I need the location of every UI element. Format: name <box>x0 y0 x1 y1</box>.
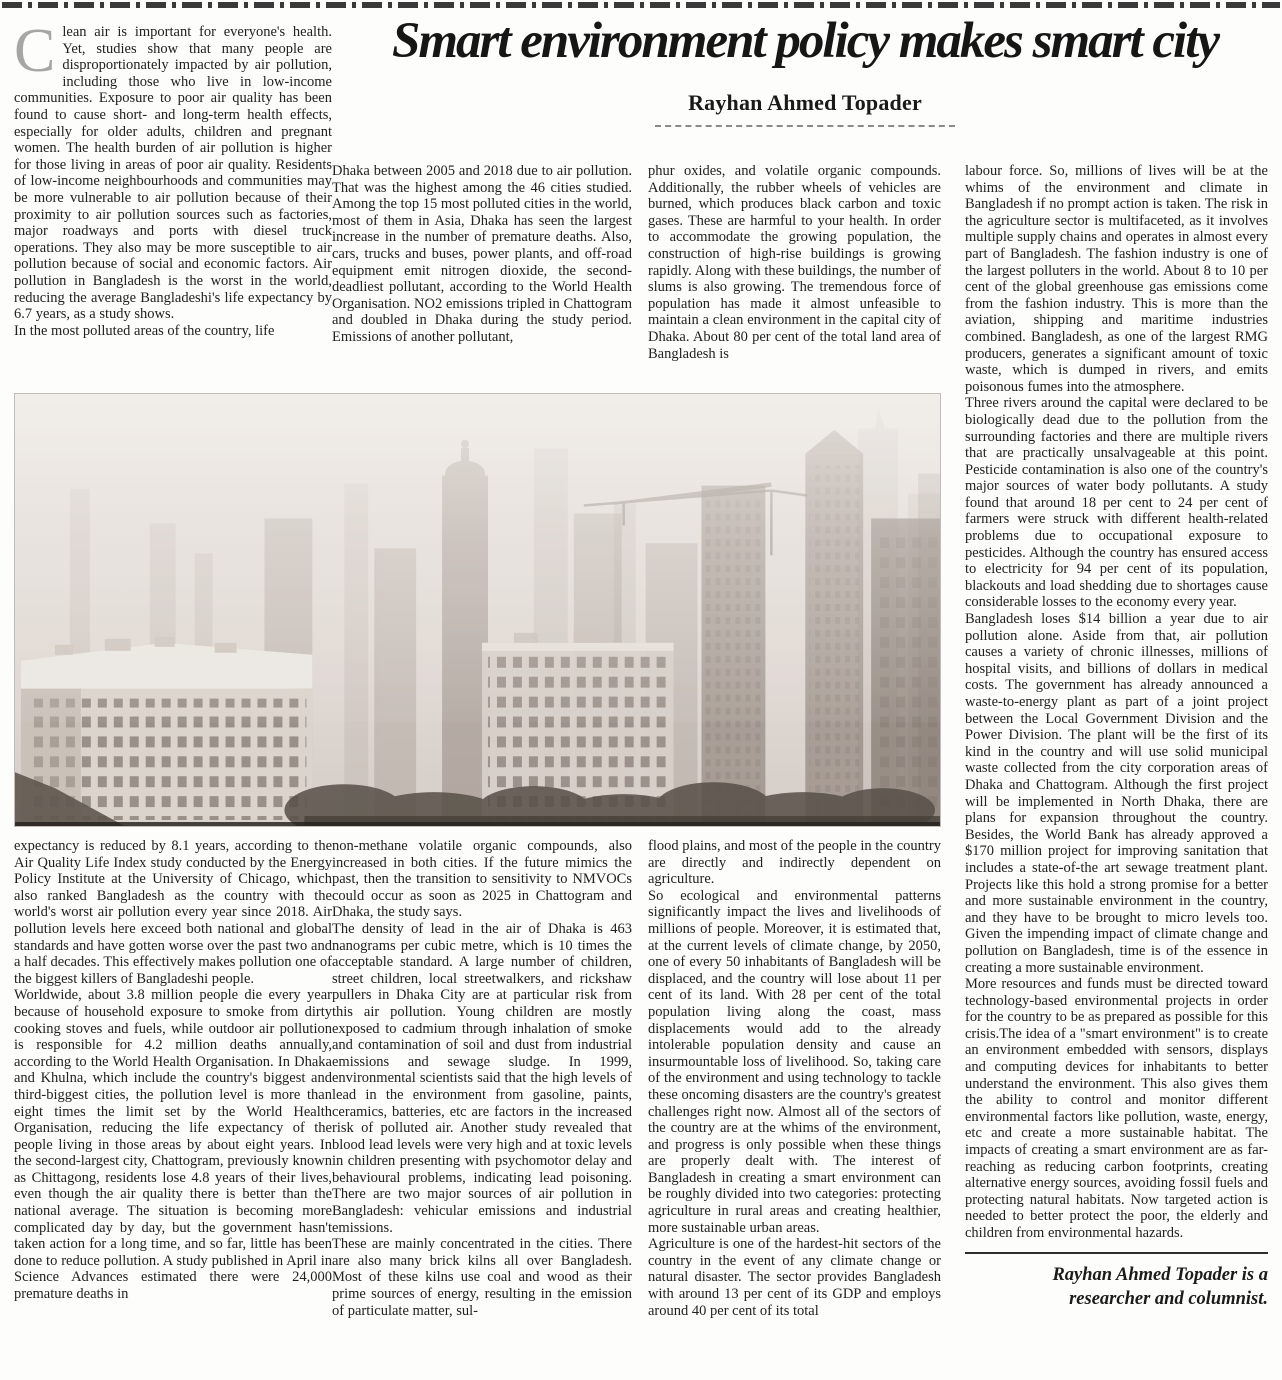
article-headline: Smart environment policy makes smart city <box>391 13 1219 69</box>
paragraph: In the most polluted areas of the country, life <box>14 322 275 339</box>
column-1-bottom <box>14 838 332 1303</box>
photo-bottom-edge <box>15 822 940 826</box>
paragraph: Bangladesh loses $14 billion a year due to air pollution alone. Aside from that, air pollution causes a variety of chronic illnesses, millions of hospital visits, and billions of dollars in medical costs. The government has already announced a waste-to-energy plant as part of a joint project between the Local Government Division and the Power Division. The plant will be the first of its kind in the country and will use solid municipal waste collected from the city corporation areas of Dhaka and Chattogram. Although the first project will be implemented in North Dhaka, there are plans for expansion throughout the country. Besides, the World Bank has already approved a $170 million project for improving sanitation that includes a state-of-the art sewage treatment plant. Projects like this hold a strong promise for a better and more sustainable environment in the country, and they have to be brought to micro levels too. Given the impending impact of climate change and pollution on Bangladesh, time is of the essence in creating a more sustainable environment. <box>965 611 1268 976</box>
paragraph: expectancy is reduced by 8.1 years, according to the Air Quality Life Index study conducted by the Energy Policy Institute at the University of Chicago, which also ranked Bangladesh as the country with the world's worst air pollution every year since 2018. Air pollution levels here exceed both national and global standards and have gotten worse over the past two and a half decades. This effectively makes pollution one of the biggest killers of Bangladeshi people. <box>14 838 332 987</box>
article-header <box>340 14 1270 127</box>
paragraph: Agriculture is one of the hardest-hit sectors of the country in the event of any climate change or natural disaster. The sector provides Bangladesh with around 13 per cent of its GDP and employs around 40 per cent of its total <box>648 1236 941 1319</box>
paragraph: These are mainly concentrated in the cities. There are also many brick kilns all over Bangladesh. Most of these kilns use coal and wood as their prime sources of energy, resulting in the emission of particulate matter, sul- <box>332 1236 632 1319</box>
paragraph: non-methane volatile organic compounds, also increased in both cities. If the future mimics the past, then the transition to sensitivity to NMVOCs could occur as soon as 2025 in Chattogram and Dhaka, the study says. <box>332 838 632 921</box>
column-1-top <box>14 17 332 339</box>
paragraph: The density of lead in the air of Dhaka is 463 nanograms per cubic metre, which is 10 times the acceptable standard. A large number of children, street children, local streetwalkers, and rickshaw pullers in Dhaka City are at particular risk from this air pollution. Young children are mostly exposed to cadmium through inhalation of smoke and contamination of soil and dust from industrial emissions and sewage sludge. In 1999, environmental scientists said that the high levels of lead in the environment from gasoline, paints, ceramics, batteries, etc are factors in the increased risk of polluted air. Another study revealed that blood lead levels were very high and at toxic levels in children presenting with psychomotor delay and behavioural problems, indicating lead poisoning. There are two major sources of air pollution in Bangladesh: vehicular emissions and industrial emissions. <box>332 920 632 1236</box>
column-2-top <box>332 163 632 346</box>
smog-city-photo <box>15 394 940 826</box>
column-2-bottom <box>332 838 632 1319</box>
paragraph: Three rivers around the capital were declared to be biologically dead due to the pollution from the surrounding factories and there are multiple rivers that are practically unsalvageable at this point. Pesticide contamination is also one of the country's major sources of water body pollutants. A study found that around 18 per cent to 24 per cent of farmers were struck with different health-related problems due to occupational exposure to pesticides. Although the country has ensured access to electricity for 94 per cent of its population, blackouts and load shedding due to shortages cause considerable losses to the economy every year. <box>965 395 1268 611</box>
author-credit-line: researcher and columnist. <box>1069 1288 1268 1309</box>
photo-warm-tint <box>15 394 940 826</box>
column-3-bottom <box>648 838 941 1319</box>
credit-divider <box>965 1252 1268 1254</box>
paragraph-text: lean air is important for everyone's health. Yet, studies show that many people are disproportionately impacted by air pollution, including those who live in low-income communities. Exposure to poor air quality has been found to cause short- and long-term health effects, especially for older adults, children and pregnant women. The health burden of air pollution is higher for those living in areas of poor air quality. Residents of low-income neighbourhoods and communities may be more vulnerable to air pollution because of their proximity to air pollution sources such as factories, major roadways and ports with diesel truck operations. They also may be more susceptible to air pollution because of social and economic factors. Air pollution in Bangladesh is the worst in the world, reducing the average Bangladeshi's life expectancy by 6.7 years, as a study shows. <box>14 24 332 323</box>
page-top-border <box>2 2 1280 8</box>
paragraph: Dhaka between 2005 and 2018 due to air pollution. That was the highest among the 46 cities studied. Among the top 15 most polluted cities in the world, most of them in Asia, Dhaka has seen the largest increase in the number of premature deaths. Also, cars, trucks and buses, power plants, and off-road equipment emit nitrogen dioxide, the second-deadliest pollutant, according to the World Health Organisation. NO2 emissions tripled in Chattogram and doubled in Dhaka during the study period. Emissions of another pollutant, <box>332 163 632 345</box>
paragraph: So ecological and environmental patterns significantly impact the lives and livelihoods of millions of people. Moreover, it is estimated that, at the current levels of climate change, by 2050, one of every 50 inhabitants of Bangladesh will be displaced, and the country will lose about 11 per cent of its land. With 28 per cent of the total population living along the coast, mass displacements would add to the already intolerable population density and cause an insurmountable loss of livelihood. So, taking care of the environment and using technology to tackle these oncoming disasters are the country's greatest challenges right now. Almost all of the sectors of the country are at the whims of the environment, and progress is only possible when these things are properly dealt with. The interest of Bangladesh in creating a smart environment can be roughly divided into two categories: protecting agriculture in rural areas and creating healthier, more sustainable urban areas. <box>648 887 941 1236</box>
paragraph <box>14 17 332 323</box>
paragraph: phur oxides, and volatile organic compounds. Additionally, the rubber wheels of vehicles are burned, which produces black carbon and toxic gases. These are harmful to your health. In order to accommodate the growing population, the construction of high-rise buildings is growing rapidly. Along with these buildings, the number of slums is also growing. The tremendous force of population has made it almost unfeasible to maintain a clean environment in the capital city of Dhaka. About 80 per cent of the total land area of Bangladesh is <box>648 163 941 362</box>
article-byline: Rayhan Ahmed Topader <box>688 90 922 116</box>
paragraph: Worldwide, about 3.8 million people die every year because of household exposure to smoke from dirty cooking stoves and fuels, while outdoor air pollution is responsible for 4.2 million deaths annually, according to the World Health Organisation. In Dhaka and Khulna, which include the country's biggest and third-biggest cities, the pollution level is more than eight times the limit set by the World Health Organisation, reducing the life expectancy of the people living in those areas by about eight years. In the second-largest city, Chattogram, previously known as Chittagong, residents lose 4.8 years of their lives, even though the air quality there is better than the national average. The situation is becoming more complicated day by day, but the government hasn't taken action for a long time, and so far, little has been done to reduce pollution. A study published in April in Science Advances estimated there were 24,000 premature deaths in <box>14 987 332 1303</box>
author-credit <box>965 1263 1268 1311</box>
drop-cap: C <box>14 17 56 85</box>
paragraph: flood plains, and most of the people in the country are directly and indirectly dependent on agriculture. <box>648 838 941 888</box>
column-4-right <box>965 163 1268 1311</box>
author-credit-line: Rayhan Ahmed Topader is a <box>1052 1264 1268 1285</box>
column-3-top <box>648 163 941 362</box>
paragraph: labour force. So, millions of lives will be at the whims of the environment and climate in Bangladesh if no prompt action is taken. The risk in the agriculture sector is multifaceted, as it involves multiple supply chains and operates in almost every part of Bangladesh. The fashion industry is one of the largest polluters in the world. About 8 to 10 per cent of the global greenhouse gas emissions come from the fashion industry. This is more than the aviation, shipping and maritime industries combined. Bangladesh, as one of the largest RMG producers, generates a significant amount of toxic waste, which is dumped in rivers, and emits poisonous fumes into the atmosphere. <box>965 163 1268 395</box>
byline-divider <box>655 125 955 127</box>
paragraph: More resources and funds must be directed toward technology-based environmental projects in order for the country to be as prepared as possible for this crisis.The idea of a "smart environment" is to create an environment embedded with sensors, displays and computing devices for inhabitants to better understand the environment. This also gives them the ability to control and monitor different environmental factors like pollution, waste, energy, etc and create a more sustainable habitat. The impacts of creating a smart environment are as far-reaching as reducing carbon footprints, creating alternative energy sources, avoiding fossil fuels and protecting natural habitats. Now targeted action is needed to better protect the poor, the elderly and children from environmental hazards. <box>965 976 1268 1241</box>
article-photo <box>14 393 941 827</box>
